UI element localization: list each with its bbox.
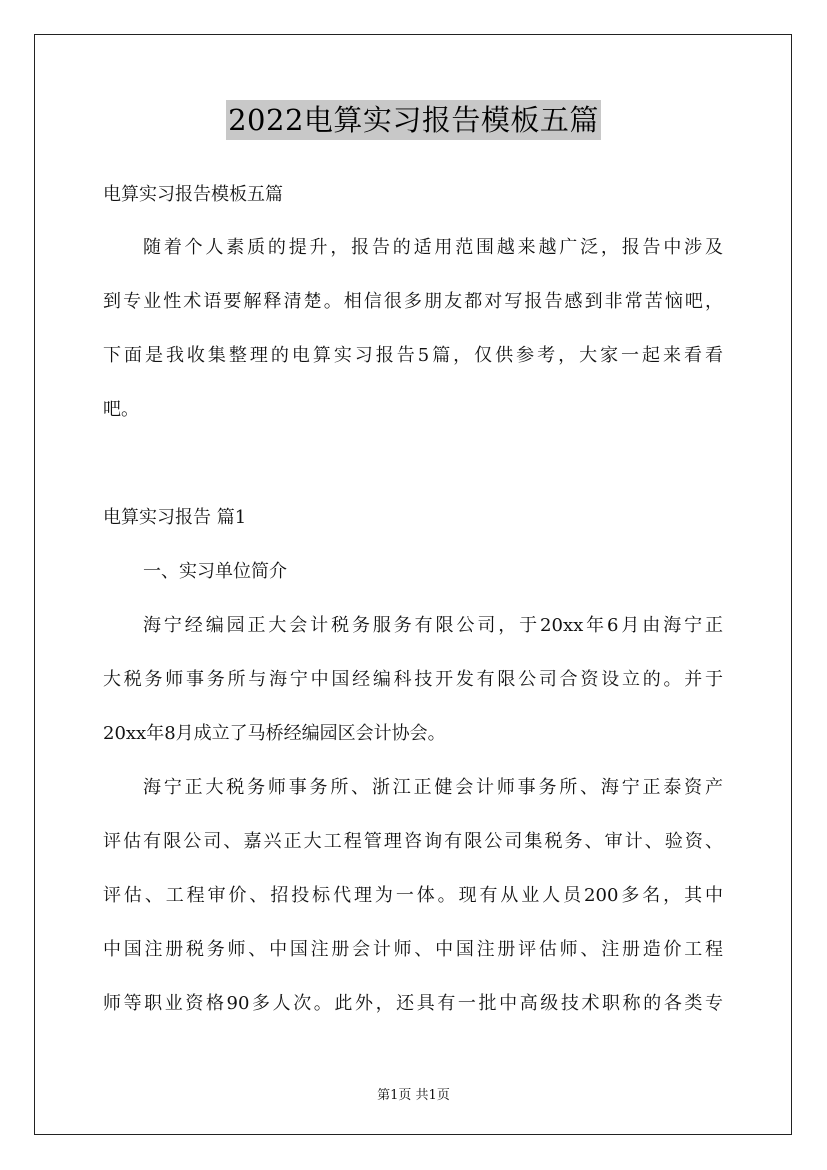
paragraph-line: 评估有限公司、嘉兴正大工程管理咨询有限公司集税务、审计、验资、 xyxy=(103,831,723,852)
intro-line: 到专业性术语要解释清楚。相信很多朋友都对写报告感到非常苦恼吧， xyxy=(103,291,723,312)
section-heading: 电算实习报告 篇1 xyxy=(103,507,247,528)
paragraph-line: 师等职业资格90多人次。此外，还具有一批中高级技术职称的各类专 xyxy=(103,993,723,1014)
subsection-heading: 一、实习单位简介 xyxy=(143,561,287,582)
document-title xyxy=(0,100,827,140)
paragraph-line: 20xx年8月成立了马桥经编园区会计协会。 xyxy=(103,723,446,744)
intro-line: 随着个人素质的提升，报告的适用范围越来越广泛，报告中涉及 xyxy=(143,237,723,258)
paragraph-line: 海宁经编园正大会计税务服务有限公司，于20xx年6月由海宁正 xyxy=(143,615,723,636)
page-footer: 第1页 共1页 xyxy=(377,1088,450,1103)
paragraph-line: 评估、工程审价、招投标代理为一体。现有从业人员200多名，其中 xyxy=(103,885,723,906)
document-title-text: 2022电算实习报告模板五篇 xyxy=(226,100,601,140)
intro-line: 下面是我收集整理的电算实习报告5篇，仅供参考，大家一起来看看 xyxy=(103,345,723,366)
intro-line: 吧。 xyxy=(103,399,139,420)
paragraph-line: 大税务师事务所与海宁中国经编科技开发有限公司合资设立的。并于 xyxy=(103,669,723,690)
paragraph-line: 海宁正大税务师事务所、浙江正健会计师事务所、海宁正泰资产 xyxy=(143,777,723,798)
document-subtitle: 电算实习报告模板五篇 xyxy=(103,184,283,205)
paragraph-line: 中国注册税务师、中国注册会计师、中国注册评估师、注册造价工程 xyxy=(103,939,723,960)
